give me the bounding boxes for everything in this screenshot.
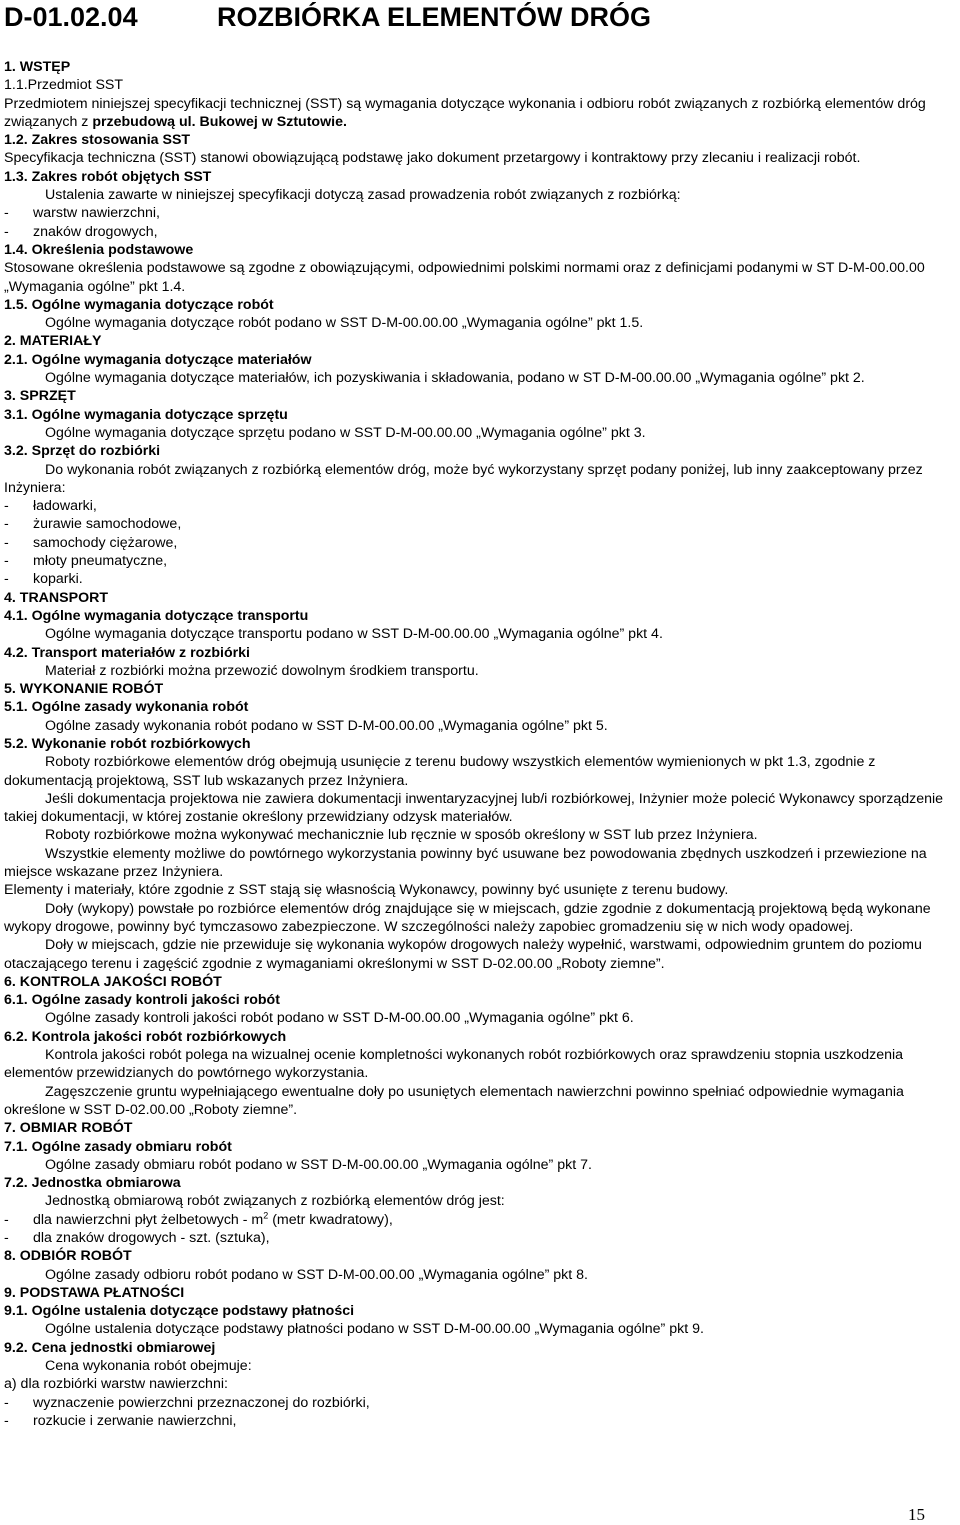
spec-code: D-01.02.04 bbox=[4, 2, 138, 32]
subsection-heading: 1.4. Określenia podstawowe bbox=[4, 241, 194, 258]
list-item: - żurawie samochodowe, bbox=[4, 515, 956, 533]
paragraph: Ogólne zasady kontroli jakości robót podano w SST D-M-00.00.00 „Wymagania ogólne” pkt 6. bbox=[45, 1010, 634, 1027]
document-body bbox=[4, 58, 956, 1430]
paragraph: Stosowane określenia podstawowe są zgodne z obowiązującymi, odpowiednimi polskimi normami oraz z definicjami podanymi w ST D-M-00.00.00 „Wymagania ogólne” pkt 1.4. bbox=[4, 260, 925, 295]
list-item-text: dla nawierzchni płyt żelbetowych - m bbox=[33, 1211, 264, 1228]
list-item: - młoty pneumatyczne, bbox=[4, 552, 956, 570]
paragraph: Ogólne zasady obmiaru robót podano w SST D-M-00.00.00 „Wymagania ogólne” pkt 7. bbox=[45, 1156, 592, 1173]
list-item: - rozkucie i zerwanie nawierzchni, bbox=[4, 1412, 956, 1430]
spec-title: ROZBIÓRKA ELEMENTÓW DRÓG bbox=[217, 2, 651, 32]
subsection-heading: 3.2. Sprzęt do rozbiórki bbox=[4, 443, 161, 460]
paragraph: Roboty rozbiórkowe elementów dróg obejmują usunięcie z terenu budowy wszystkich elementów wymienionych w pkt 1.3, zgodnie z dokumentacją projektową, SST lub wskazanych przez Inżyniera. bbox=[4, 754, 876, 789]
paragraph: Materiał z rozbiórki można przewozić dowolnym środkiem transportu. bbox=[45, 662, 479, 679]
subsection-heading: 9.2. Cena jednostki obmiarowej bbox=[4, 1339, 216, 1356]
subsection-heading: 4.1. Ogólne wymagania dotyczące transportu bbox=[4, 607, 309, 624]
subsection-heading: 1.5. Ogólne wymagania dotyczące robót bbox=[4, 296, 274, 313]
paragraph: Ogólne wymagania dotyczące robót podano w SST D-M-00.00.00 „Wymagania ogólne” pkt 1.5. bbox=[45, 315, 644, 332]
paragraph: Ogólne wymagania dotyczące sprzętu podano w SST D-M-00.00.00 „Wymagania ogólne” pkt 3. bbox=[45, 424, 646, 441]
paragraph-text: Przedmiotem niniejszej specyfikacji technicznej (SST) są wymagania dotyczące wykonania i odbioru robót związanych z rozbiórką elementów dróg związanych z bbox=[4, 95, 926, 130]
section-heading: 5. WYKONANIE ROBÓT bbox=[4, 681, 164, 698]
page-number: 15 bbox=[908, 1505, 925, 1524]
subsection-heading: 7.1. Ogólne zasady obmiaru robót bbox=[4, 1138, 232, 1155]
subsection-heading: 4.2. Transport materiałów z rozbiórki bbox=[4, 644, 250, 661]
paragraph: Doły w miejscach, gdzie nie przewiduje się wykonania wykopów drogowych należy wypełnić, warstwami, odpowiednim gruntem do poziomu otaczającego terenu i zagęścić zgodnie z wymaganiami określonymi w SST D-02.00.00 „Roboty ziemne”. bbox=[4, 937, 922, 972]
paragraph: Jednostką obmiarową robót związanych z rozbiórką elementów dróg jest: bbox=[45, 1193, 505, 1210]
section-heading: 1. WSTĘP bbox=[4, 59, 71, 75]
section-heading: 3. SPRZĘT bbox=[4, 388, 76, 405]
subsection-heading: 5.1. Ogólne zasady wykonania robót bbox=[4, 699, 249, 716]
list-item: - dla znaków drogowych - szt. (sztuka), bbox=[4, 1229, 956, 1247]
paragraph: Kontrola jakości robót polega na wizualnej ocenie kompletności wykonanych robót rozbiórkowych oraz sprawdzeniu stopnia uszkodzenia elementów przewidzianych do powtórnego wykorzystania. bbox=[4, 1047, 904, 1082]
subsection-heading: 1.2. Zakres stosowania SST bbox=[4, 132, 191, 149]
subsection-heading: 7.2. Jednostka obmiarowa bbox=[4, 1175, 181, 1192]
paragraph: Ustalenia zawarte w niniejszej specyfikacji dotyczą zasad prowadzenia robót związanych z rozbiórką: bbox=[45, 187, 681, 204]
section-heading: 6. KONTROLA JAKOŚCI ROBÓT bbox=[4, 973, 222, 990]
paragraph: Zagęszczenie gruntu wypełniającego ewentualne doły po usuniętych elementach nawierzchni powinno spełniać odpowiednie wymagania określone w SST D-02.00.00 „Roboty ziemne”. bbox=[4, 1083, 904, 1118]
list-item: - wyznaczenie powierzchni przeznaczonej do rozbiórki, bbox=[4, 1394, 956, 1412]
paragraph: Specyfikacja techniczna (SST) stanowi obowiązującą podstawę jako dokument przetargowy i kontraktowy przy zlecaniu i realizacji robót. bbox=[4, 150, 861, 167]
subsection-heading: 3.1. Ogólne wymagania dotyczące sprzętu bbox=[4, 406, 288, 423]
paragraph: Ogólne zasady odbioru robót podano w SST D-M-00.00.00 „Wymagania ogólne” pkt 8. bbox=[45, 1266, 588, 1283]
section-heading: 9. PODSTAWA PŁATNOŚCI bbox=[4, 1284, 185, 1301]
subsection-heading: 6.1. Ogólne zasady kontroli jakości robót bbox=[4, 992, 280, 1009]
section-heading: 7. OBMIAR ROBÓT bbox=[4, 1120, 133, 1137]
subsection-heading: 1.1.Przedmiot SST bbox=[4, 77, 124, 94]
paragraph: Ogólne ustalenia dotyczące podstawy płatności podano w SST D-M-00.00.00 „Wymagania ogólne” pkt 9. bbox=[45, 1321, 704, 1338]
section-heading: 4. TRANSPORT bbox=[4, 589, 109, 606]
paragraph: Ogólne wymagania dotyczące transportu podano w SST D-M-00.00.00 „Wymagania ogólne” pkt 4. bbox=[45, 626, 663, 643]
subsection-heading: 9.1. Ogólne ustalenia dotyczące podstawy płatności bbox=[4, 1303, 355, 1320]
paragraph: Ogólne wymagania dotyczące materiałów, ich pozyskiwania i składowania, podano w ST D-M-00.00.00 „Wymagania ogólne” pkt 2. bbox=[45, 370, 865, 387]
project-name: przebudową ul. Bukowej w Sztutowie. bbox=[92, 113, 347, 130]
paragraph: Ogólne zasady wykonania robót podano w SST D-M-00.00.00 „Wymagania ogólne” pkt 5. bbox=[45, 717, 608, 734]
subsection-heading: 6.2. Kontrola jakości robót rozbiórkowych bbox=[4, 1028, 287, 1045]
list-item: - warstw nawierzchni, bbox=[4, 204, 956, 222]
subsection-heading: 5.2. Wykonanie robót rozbiórkowych bbox=[4, 735, 251, 752]
superscript: 2 bbox=[263, 1209, 269, 1220]
section-heading: 2. MATERIAŁY bbox=[4, 333, 102, 350]
paragraph: a) dla rozbiórki warstw nawierzchni: bbox=[4, 1376, 228, 1393]
list-item: - samochody ciężarowe, bbox=[4, 534, 956, 552]
paragraph: Do wykonania robót związanych z rozbiórką elementów dróg, może być wykorzystany sprzęt podany poniżej, lub inny zaakceptowany przez Inżyniera: bbox=[4, 461, 923, 496]
list-item: - koparki. bbox=[4, 570, 956, 588]
list-item: - znaków drogowych, bbox=[4, 223, 956, 241]
subsection-heading: 2.1. Ogólne wymagania dotyczące materiałów bbox=[4, 351, 312, 368]
paragraph: Jeśli dokumentacja projektowa nie zawiera dokumentacji inwentaryzacyjnej lub/i rozbiórkowej, Inżynier może polecić Wykonawcy sporządzenie takiej dokumentacji, w której zostanie określony przewidziany odzysk materiałów. bbox=[4, 790, 944, 826]
list-item: - ładowarki, bbox=[4, 497, 956, 515]
list-item-text: (metr kwadratowy), bbox=[268, 1211, 393, 1228]
paragraph: Roboty rozbiórkowe można wykonywać mechanicznie lub ręcznie w sposób określony w SST lub przez Inżyniera. bbox=[45, 827, 758, 844]
section-heading: 8. ODBIÓR ROBÓT bbox=[4, 1248, 132, 1265]
paragraph: Wszystkie elementy możliwe do powtórnego wykorzystania powinny być usuwane bez powodowania zbędnych uszkodzeń i przewiezione na miejsce wskazane przez Inżyniera. bbox=[4, 845, 927, 881]
paragraph: Doły (wykopy) powstałe po rozbiórce elementów dróg znajdujące się w miejscach, gdzie zgodnie z dokumentacją projektową będą wykonane wykopy drogowe, powinny być tymczasowo zabezpieczone. W szczególności należy zapobiec gromadzeniu się w nich wody opadowej. bbox=[4, 900, 931, 935]
paragraph: Cena wykonania robót obejmuje: bbox=[45, 1358, 252, 1375]
list-item bbox=[4, 1211, 956, 1229]
subsection-heading: 1.3. Zakres robót objętych SST bbox=[4, 168, 212, 185]
paragraph: Elementy i materiały, które zgodnie z SST stają się własnością Wykonawcy, powinny być usunięte z terenu budowy. bbox=[4, 882, 729, 899]
paragraph bbox=[4, 95, 956, 132]
